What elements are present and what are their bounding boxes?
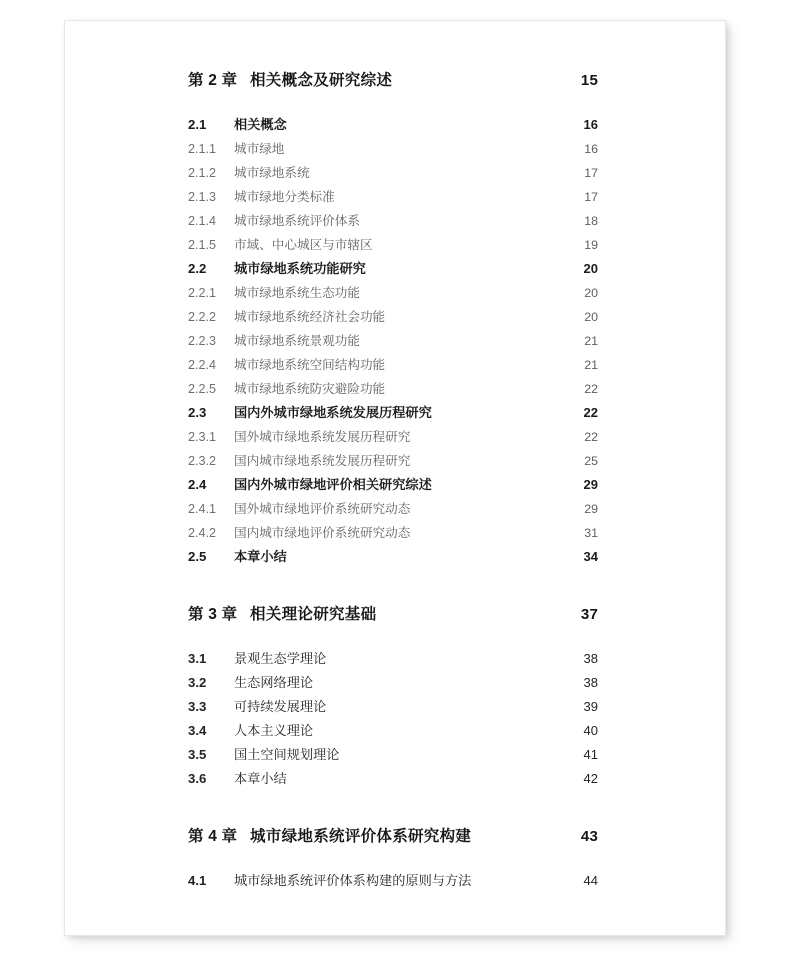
toc-section-row[interactable] [188, 672, 598, 696]
toc-spacer [188, 92, 598, 114]
toc-entry-page-number: 31 [584, 526, 598, 540]
toc-section-row[interactable] [188, 870, 598, 894]
toc-entry-number: 2.2 [188, 261, 207, 276]
toc-entry-title: 国内城市绿地系统发展历程研究 [234, 454, 411, 468]
toc-entry-title: 城市绿地系统生态功能 [234, 286, 360, 300]
toc-entry-title: 市域、中心城区与市辖区 [234, 238, 373, 252]
toc-entry-page-number: 41 [583, 747, 598, 762]
toc-section-row[interactable] [188, 258, 598, 282]
toc-entry-number: 2.2.1 [188, 286, 217, 300]
toc-entry-number: 2.5 [188, 549, 207, 564]
toc-entry-page-number: 20 [584, 310, 598, 324]
toc-entry-title: 城市绿地系统评价体系构建的原则与方法 [234, 873, 472, 888]
toc-entry-title: 生态网络理论 [234, 675, 314, 690]
toc-entry-number: 2.4.2 [188, 526, 217, 540]
toc-entry-number: 2.3.1 [188, 430, 217, 444]
toc-entry-number: 2.1 [188, 117, 207, 132]
toc-subsection-row[interactable] [188, 426, 598, 450]
toc-chapter-row[interactable] [188, 68, 598, 92]
toc-entry-number: 3.4 [188, 723, 207, 738]
toc-entry-title: 相关理论研究基础 [250, 606, 377, 623]
toc-entry-title: 相关概念 [234, 117, 287, 132]
toc-entry-title: 国内城市绿地评价系统研究动态 [234, 526, 411, 540]
toc-entry-page-number: 38 [583, 651, 598, 666]
toc-entry-number: 3.2 [188, 675, 207, 690]
toc-entry-number: 3.1 [188, 651, 207, 666]
toc-entry-title: 国外城市绿地系统发展历程研究 [234, 430, 411, 444]
toc-entry-page-number: 18 [584, 214, 598, 228]
toc-entry-number: 2.2.3 [188, 334, 217, 348]
toc-entry-title: 本章小结 [234, 549, 287, 564]
toc-entry-number: 第 2 章 [188, 72, 238, 89]
toc-entry-title: 城市绿地系统功能研究 [234, 261, 366, 276]
toc-entry-number: 3.5 [188, 747, 207, 762]
toc-entry-page-number: 29 [583, 477, 598, 492]
toc-spacer [188, 626, 598, 648]
toc-entry-title: 景观生态学理论 [234, 651, 327, 666]
toc-entry-title: 城市绿地分类标准 [234, 190, 335, 204]
toc-entry-page-number: 42 [583, 771, 598, 786]
toc-section-row[interactable] [188, 648, 598, 672]
toc-subsection-row[interactable] [188, 354, 598, 378]
toc-section-row[interactable] [188, 720, 598, 744]
toc-entry-number: 2.3.2 [188, 454, 217, 468]
toc-entry-page-number: 22 [583, 405, 598, 420]
toc-entry-page-number: 37 [580, 606, 598, 623]
toc-section-row[interactable] [188, 474, 598, 498]
toc-entry-title: 相关概念及研究综述 [250, 72, 393, 89]
toc-entry-number: 2.1.3 [188, 190, 217, 204]
toc-entry-page-number: 40 [583, 723, 598, 738]
toc-entry-page-number: 39 [583, 699, 598, 714]
toc-entry-page-number: 17 [584, 190, 598, 204]
toc-section-row[interactable] [188, 546, 598, 570]
toc-entry-title: 城市绿地系统评价体系 [234, 214, 360, 228]
toc-entry-title: 国土空间规划理论 [234, 747, 340, 762]
toc-section-row[interactable] [188, 402, 598, 426]
toc-chapter-row[interactable] [188, 824, 598, 848]
toc-subsection-row[interactable] [188, 162, 598, 186]
toc-spacer [188, 792, 598, 824]
toc-subsection-row[interactable] [188, 186, 598, 210]
toc-entry-number: 3.3 [188, 699, 207, 714]
toc-entry-page-number: 19 [584, 238, 598, 252]
toc-entry-title: 城市绿地系统防灾避险功能 [234, 382, 386, 396]
toc-entry-title: 城市绿地系统评价体系研究构建 [250, 828, 472, 845]
toc-entry-page-number: 21 [584, 358, 598, 372]
toc-entry-title: 国内外城市绿地评价相关研究综述 [234, 477, 432, 492]
toc-entry-number: 2.1.5 [188, 238, 217, 252]
toc-entry-page-number: 38 [583, 675, 598, 690]
toc-chapter-row[interactable] [188, 602, 598, 626]
toc-spacer [188, 848, 598, 870]
toc-entry-page-number: 20 [583, 261, 598, 276]
document-page-sheet [65, 21, 725, 935]
toc-subsection-row[interactable] [188, 378, 598, 402]
toc-entry-number: 3.6 [188, 771, 207, 786]
toc-entry-number: 2.2.4 [188, 358, 217, 372]
toc-entry-number: 2.1.4 [188, 214, 217, 228]
toc-entry-page-number: 22 [584, 430, 598, 444]
toc-entry-page-number: 22 [584, 382, 598, 396]
table-of-contents [188, 68, 598, 894]
toc-entry-number: 2.4 [188, 477, 207, 492]
toc-section-row[interactable] [188, 744, 598, 768]
toc-entry-number: 2.4.1 [188, 502, 217, 516]
toc-entry-page-number: 20 [584, 286, 598, 300]
toc-entry-number: 第 3 章 [188, 606, 238, 623]
toc-entry-number: 4.1 [188, 873, 207, 888]
toc-subsection-row[interactable] [188, 498, 598, 522]
toc-subsection-row[interactable] [188, 210, 598, 234]
toc-entry-page-number: 25 [584, 454, 598, 468]
toc-entry-number: 2.2.2 [188, 310, 217, 324]
toc-subsection-row[interactable] [188, 522, 598, 546]
toc-entry-page-number: 17 [584, 166, 598, 180]
toc-entry-title: 国外城市绿地评价系统研究动态 [234, 502, 411, 516]
toc-entry-title: 城市绿地系统经济社会功能 [234, 310, 386, 324]
toc-entry-number: 2.1.1 [188, 142, 217, 156]
toc-entry-title: 城市绿地系统景观功能 [234, 334, 360, 348]
toc-entry-number: 2.1.2 [188, 166, 217, 180]
toc-entry-title: 城市绿地 [234, 142, 285, 156]
toc-subsection-row[interactable] [188, 282, 598, 306]
toc-subsection-row[interactable] [188, 330, 598, 354]
toc-entry-title: 国内外城市绿地系统发展历程研究 [234, 405, 432, 420]
toc-subsection-row[interactable] [188, 306, 598, 330]
toc-entry-title: 人本主义理论 [234, 723, 314, 738]
toc-section-row[interactable] [188, 114, 598, 138]
toc-entry-page-number: 16 [583, 117, 598, 132]
toc-spacer [188, 570, 598, 602]
toc-entry-number: 2.2.5 [188, 382, 217, 396]
toc-entry-page-number: 43 [580, 828, 598, 845]
toc-subsection-row[interactable] [188, 138, 598, 162]
toc-entry-title: 本章小结 [234, 771, 287, 786]
toc-entry-page-number: 15 [580, 72, 598, 89]
toc-section-row[interactable] [188, 768, 598, 792]
toc-entry-title: 城市绿地系统空间结构功能 [234, 358, 386, 372]
toc-section-row[interactable] [188, 696, 598, 720]
toc-entry-page-number: 21 [584, 334, 598, 348]
toc-entry-number: 第 4 章 [188, 828, 238, 845]
toc-subsection-row[interactable] [188, 234, 598, 258]
toc-entry-page-number: 34 [583, 549, 598, 564]
toc-entry-page-number: 44 [583, 873, 598, 888]
toc-entry-title: 城市绿地系统 [234, 166, 310, 180]
toc-entry-title: 可持续发展理论 [234, 699, 327, 714]
toc-entry-number: 2.3 [188, 405, 207, 420]
toc-subsection-row[interactable] [188, 450, 598, 474]
toc-entry-page-number: 16 [584, 142, 598, 156]
toc-entry-page-number: 29 [584, 502, 598, 516]
